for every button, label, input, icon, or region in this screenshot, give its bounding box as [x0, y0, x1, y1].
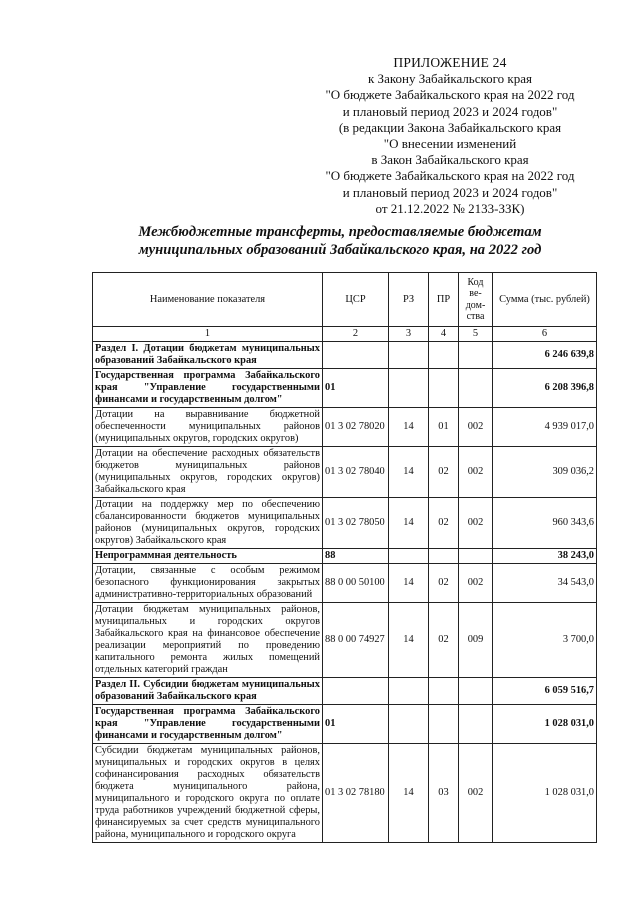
- column-number-row: [93, 327, 597, 342]
- row-name: Государственная программа Забайкальского края "Управление государственными финансами и государственным долгом": [93, 705, 323, 744]
- column-number: 6: [493, 327, 597, 342]
- row-pr: 01: [429, 408, 459, 447]
- row-pr: 02: [429, 498, 459, 549]
- row-sum: 38 243,0: [493, 549, 597, 564]
- row-pr: [429, 342, 459, 369]
- row-sum: 1 028 031,0: [493, 705, 597, 744]
- row-sum: 4 939 017,0: [493, 408, 597, 447]
- row-pr: 03: [429, 744, 459, 843]
- row-csr: 01 3 02 78040: [323, 447, 389, 498]
- row-csr: 88: [323, 549, 389, 564]
- header-csr: ЦСР: [323, 273, 389, 327]
- row-rz: [389, 705, 429, 744]
- header-line: и плановый период 2023 и 2024 годов": [342, 184, 558, 200]
- row-csr: 01 3 02 78050: [323, 498, 389, 549]
- header-sum: Сумма (тыс. рублей): [493, 273, 597, 327]
- row-sum: 1 028 031,0: [493, 744, 597, 843]
- row-sum: 3 700,0: [493, 603, 597, 678]
- row-pr: 02: [429, 564, 459, 603]
- column-number: 3: [389, 327, 429, 342]
- row-sum: 6 059 516,7: [493, 678, 597, 705]
- row-csr: 01 3 02 78020: [323, 408, 389, 447]
- document-title-line: муниципальных образований Забайкальского края, на 2022 год: [138, 242, 542, 258]
- row-csr: [323, 342, 389, 369]
- table-header-row: [93, 273, 597, 327]
- table-row: [93, 549, 597, 564]
- table-row: [93, 705, 597, 744]
- row-kod: 002: [459, 498, 493, 549]
- table-row: [93, 342, 597, 369]
- row-kod: [459, 678, 493, 705]
- table-row: [93, 564, 597, 603]
- row-sum: 6 246 639,8: [493, 342, 597, 369]
- row-name: Субсидии бюджетам муниципальных районов, муниципальных и городских округов в целях софинансирования расходных обязательств бюджета муниципального района, муниципального и городского округа по оплате труда работников учреждений бюджетной сферы, финансируемых за счет средств муниципального района, муниципального и городского округа: [93, 744, 323, 843]
- appendix-title: ПРИЛОЖЕНИЕ 24: [393, 55, 507, 70]
- header-line: "О бюджете Забайкальского края на 2022 год: [325, 87, 575, 103]
- row-pr: 02: [429, 603, 459, 678]
- table-row: [93, 498, 597, 549]
- header-kod: Код ве-дом-ства: [459, 273, 493, 327]
- row-name: Дотации бюджетам муниципальных районов, муниципальных и городских округов Забайкальского края на финансовое обеспечение реализации мероприятий по проведению капитального ремонта жилых помещений отдельных категорий граждан: [93, 603, 323, 678]
- row-sum: 34 543,0: [493, 564, 597, 603]
- row-kod: [459, 705, 493, 744]
- table-row: [93, 603, 597, 678]
- table-row: [93, 408, 597, 447]
- row-rz: [389, 369, 429, 408]
- row-kod: [459, 549, 493, 564]
- row-rz: 14: [389, 408, 429, 447]
- row-rz: 14: [389, 564, 429, 603]
- table-row: [93, 447, 597, 498]
- row-csr: 01: [323, 705, 389, 744]
- header-pr: ПР: [429, 273, 459, 327]
- row-rz: [389, 342, 429, 369]
- header-line: "О бюджете Забайкальского края на 2022 год: [325, 168, 575, 184]
- row-kod: [459, 342, 493, 369]
- header-name: Наименование показателя: [93, 273, 323, 327]
- row-kod: 002: [459, 564, 493, 603]
- column-number: 4: [429, 327, 459, 342]
- table-row: [93, 744, 597, 843]
- row-kod: 002: [459, 744, 493, 843]
- column-number: 2: [323, 327, 389, 342]
- row-pr: [429, 705, 459, 744]
- row-pr: 02: [429, 447, 459, 498]
- row-kod: [459, 369, 493, 408]
- header-line: к Закону Забайкальского края: [367, 71, 532, 87]
- row-csr: [323, 678, 389, 705]
- row-name: Государственная программа Забайкальского края "Управление государственными финансами и государственным долгом": [93, 369, 323, 408]
- row-pr: [429, 549, 459, 564]
- row-name: Раздел I. Дотации бюджетам муниципальных образований Забайкальского края: [93, 342, 323, 369]
- row-sum: 6 208 396,8: [493, 369, 597, 408]
- row-csr: 88 0 00 74927: [323, 603, 389, 678]
- header-line: "О внесении изменений: [383, 136, 517, 152]
- row-pr: [429, 369, 459, 408]
- row-name: Дотации на выравнивание бюджетной обеспеченности муниципальных районов (муниципальных округов, городских округов): [93, 408, 323, 447]
- row-csr: 88 0 00 50100: [323, 564, 389, 603]
- row-rz: 14: [389, 498, 429, 549]
- row-rz: [389, 549, 429, 564]
- column-number: 1: [93, 327, 323, 342]
- row-kod: 002: [459, 447, 493, 498]
- row-name: Раздел II. Субсидии бюджетам муниципальных образований Забайкальского края: [93, 678, 323, 705]
- table-row: [93, 678, 597, 705]
- row-rz: 14: [389, 603, 429, 678]
- table-row: [93, 369, 597, 408]
- header-line: (в редакции Закона Забайкальского края: [338, 119, 562, 135]
- appendix-header: [300, 55, 600, 217]
- row-kod: 009: [459, 603, 493, 678]
- row-sum: 960 343,6: [493, 498, 597, 549]
- header-rz: РЗ: [389, 273, 429, 327]
- row-csr: 01 3 02 78180: [323, 744, 389, 843]
- budget-table: [92, 272, 597, 843]
- row-rz: 14: [389, 744, 429, 843]
- document-title-line: Межбюджетные трансферты, предоставляемые бюджетам: [138, 224, 542, 240]
- row-name: Дотации, связанные с особым режимом безопасного функционирования закрытых административно-территориальных образований: [93, 564, 323, 603]
- header-line: от 21.12.2022 № 2133-ЗЗК): [375, 200, 525, 216]
- row-rz: [389, 678, 429, 705]
- row-name: Дотации на обеспечение расходных обязательств бюджетов муниципальных районов (муниципальных округов, городских округов) Забайкальского края: [93, 447, 323, 498]
- row-name: Дотации на поддержку мер по обеспечению сбалансированности бюджетов муниципальных районов (муниципальных округов, городских округов) Забайкальского края: [93, 498, 323, 549]
- row-name: Непрограммная деятельность: [93, 549, 323, 564]
- column-number: 5: [459, 327, 493, 342]
- row-sum: 309 036,2: [493, 447, 597, 498]
- document-title: [100, 223, 580, 259]
- row-rz: 14: [389, 447, 429, 498]
- row-kod: 002: [459, 408, 493, 447]
- header-line: и плановый период 2023 и 2024 годов": [342, 103, 558, 119]
- row-pr: [429, 678, 459, 705]
- row-csr: 01: [323, 369, 389, 408]
- header-line: в Закон Забайкальского края: [371, 152, 529, 168]
